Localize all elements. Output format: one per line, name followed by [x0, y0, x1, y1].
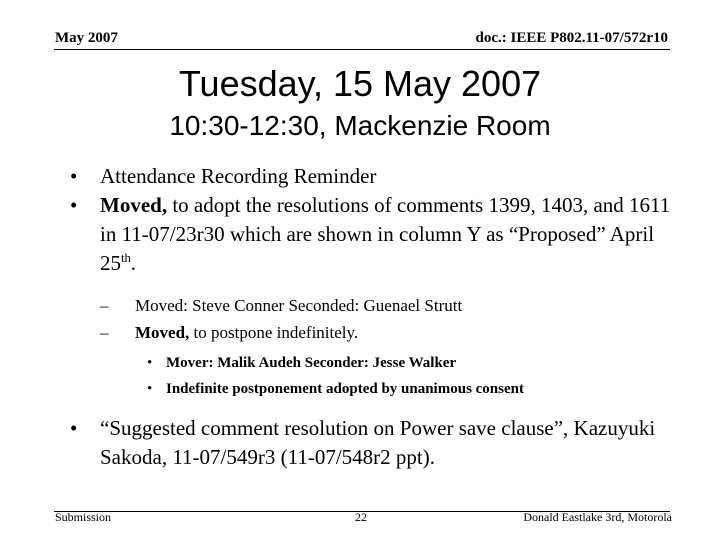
footer-submission: Submission	[55, 510, 112, 524]
postpone-label: Moved,	[135, 323, 190, 342]
slide-title: Tuesday, 15 May 2007	[178, 63, 542, 104]
bullet-motion	[70, 191, 690, 278]
slide-body	[70, 162, 690, 472]
bullet-attendance	[70, 162, 690, 191]
postpone-text: to postpone indefinitely.	[189, 323, 359, 342]
sub-bullet-moved-seconded	[70, 292, 690, 319]
bullet-mark: •	[70, 416, 78, 440]
bullet-mark: •	[147, 355, 153, 371]
bullet-text: Attendance Recording Reminder	[100, 164, 377, 188]
bullet-mark: •	[147, 381, 153, 397]
header-date: May 2007	[55, 30, 118, 46]
bullet-text: “Suggested comment resolution on Power save clause”, Kazuyuki Sakoda, 11-07/549r3 (11-07/548r2 ppt).	[100, 416, 656, 469]
bullet-mark: •	[70, 193, 78, 217]
footer-page-number: 22	[355, 510, 367, 524]
motion-label: Moved,	[100, 193, 168, 217]
motion-text: to adopt the resolutions of comments 1399, 1403, and 1611 in 11-07/23r30 which are shown in column Y as “Proposed” April 25	[100, 193, 671, 275]
sub-sub-bullet-text: Mover: Malik Audeh Seconder: Jesse Walker	[166, 355, 457, 371]
dash-mark: –	[100, 323, 109, 342]
footer-author: Donald Eastlake 3rd, Motorola	[523, 510, 672, 524]
sub-bullet-postpone	[70, 319, 690, 346]
motion-end: .	[130, 251, 137, 275]
sub-sub-bullet-text: Indefinite postponement adopted by unanimous consent	[166, 381, 524, 397]
sub-sub-bullet-adopted	[70, 376, 690, 402]
sub-sub-bullet-mover	[70, 350, 690, 376]
bullet-mark: •	[70, 164, 78, 188]
slide-subtitle: 10:30-12:30, Mackenzie Room	[169, 110, 551, 141]
motion-superscript: th	[121, 251, 131, 265]
header-doc-id: doc.: IEEE P802.11-07/572r10	[475, 30, 668, 46]
sub-bullet-text: Moved: Steve Conner Seconded: Guenael Strutt	[135, 296, 463, 315]
bullet-suggested-resolution	[70, 414, 690, 472]
header-rule	[54, 49, 670, 50]
dash-mark: –	[100, 296, 109, 315]
